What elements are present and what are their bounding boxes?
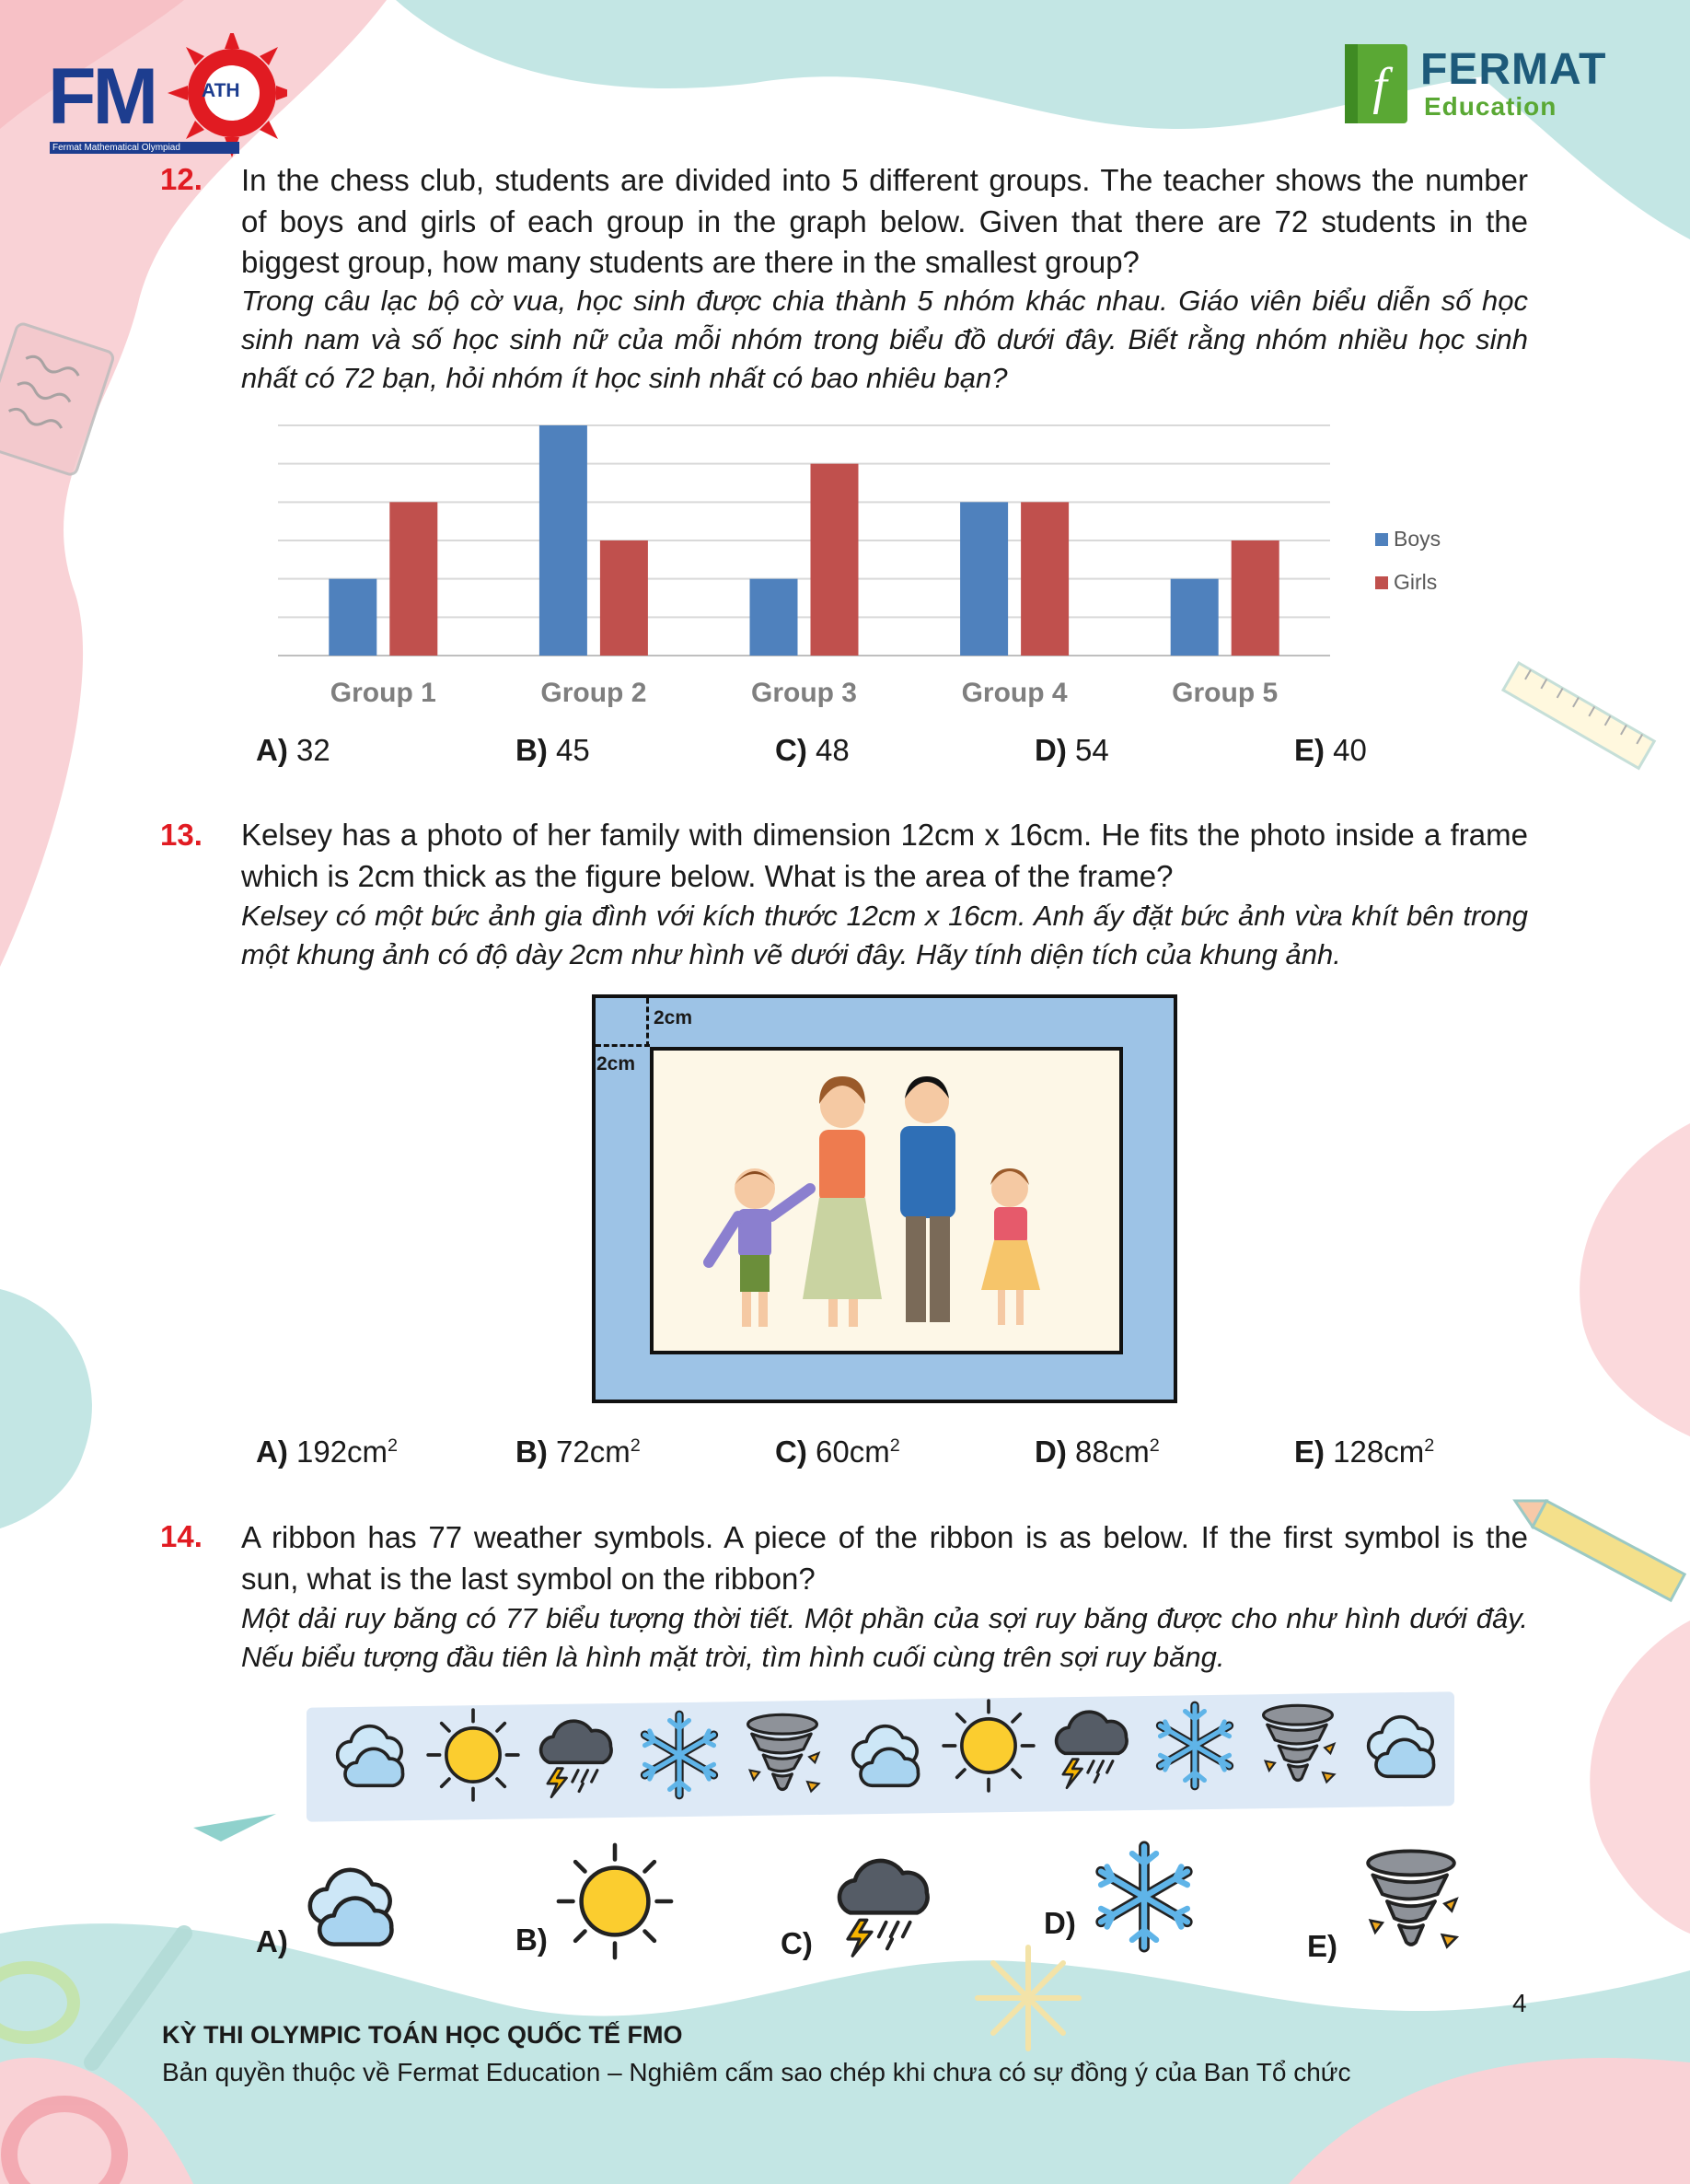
fermat-book-icon — [1339, 39, 1413, 131]
footer-title: KỲ THI OLYMPIC TOÁN HỌC QUỐC TẾ FMO — [162, 2021, 683, 2049]
mother-figure — [803, 1076, 882, 1327]
q14-number: 14. — [160, 1519, 203, 1553]
fmo-logo-math: ATH — [202, 80, 240, 101]
dim-label-top: 2cm — [654, 1007, 693, 1028]
q12-option-c[interactable] — [775, 733, 850, 768]
option-exponent: 2 — [1149, 1435, 1160, 1456]
q12-option-b[interactable] — [515, 733, 590, 768]
svg-text:f: f — [1372, 58, 1387, 115]
option-letter: B) — [515, 1923, 548, 1957]
q13-english: Kelsey has a photo of her family with dimension 12cm x 16cm. He fits the photo inside a frame which is 2cm thick as the figure below. What is the area of the frame? — [241, 818, 1528, 893]
bar-boys-2 — [539, 425, 587, 656]
chart-category-label: Group 1 — [330, 678, 436, 708]
fmo-logo — [48, 33, 287, 157]
option-value: 45 — [547, 733, 590, 767]
father-figure — [900, 1076, 955, 1322]
option-value: 54 — [1066, 733, 1109, 767]
tornado-icon — [735, 1707, 830, 1803]
q13-option-c[interactable] — [775, 1435, 900, 1470]
chart-category-label: Group 4 — [961, 678, 1068, 708]
option-exponent: 2 — [388, 1435, 399, 1456]
option-letter: B) — [515, 1435, 548, 1469]
option-letter: E) — [1307, 1929, 1337, 1963]
option-value: 60cm — [806, 1435, 890, 1469]
chart-category-label: Group 2 — [540, 678, 647, 708]
snowflake-icon — [1147, 1698, 1243, 1794]
option-exponent: 2 — [889, 1435, 900, 1456]
option-value: 72cm — [547, 1435, 631, 1469]
dim-label-left: 2cm — [596, 1053, 636, 1075]
ribbon-icons — [322, 1705, 1454, 1806]
fmo-logo-tagline: Fermat Mathematical Olympiad — [50, 142, 239, 154]
legend-label: Girls — [1394, 570, 1438, 594]
tornado-icon — [1351, 1841, 1471, 1961]
option-letter: D) — [1035, 733, 1067, 767]
option-exponent: 2 — [1424, 1435, 1435, 1456]
option-letter: A) — [256, 733, 288, 767]
option-letter: E) — [1294, 733, 1325, 767]
family-illustration — [654, 1051, 1119, 1351]
q14-english: A ribbon has 77 weather symbols. A piece of the ribbon is as below. If the first symbol is the sun, what is the last symbol on the ribbon? — [241, 1520, 1528, 1596]
q13-number: 13. — [160, 818, 203, 852]
storm-icon — [824, 1843, 943, 1963]
bar-girls-5 — [1232, 540, 1279, 656]
bar-girls-3 — [811, 464, 859, 656]
q14-vietnamese: Một dải ruy băng có 77 biểu tượng thời tiết. Một phần của sợi ruy băng được cho như hình dưới đây. Nếu biểu tượng đầu tiên là hình mặt trời, tìm hình cuối cùng trên sợi ruy băng. — [241, 1602, 1528, 1673]
footer-copyright: Bản quyền thuộc về Fermat Education – Nghiêm cấm sao chép khi chưa có sự đồng ý của Ban Tổ chức — [162, 2058, 1351, 2086]
photo-frame-figure — [592, 994, 1177, 1403]
option-letter: A) — [256, 1435, 288, 1469]
q12-option-d[interactable] — [1035, 733, 1109, 768]
q12-option-a[interactable] — [256, 733, 330, 768]
bar-girls-2 — [600, 540, 648, 656]
bar-girls-1 — [389, 502, 437, 656]
bar-boys-5 — [1171, 579, 1219, 656]
q13-option-b[interactable] — [515, 1435, 641, 1470]
bar-girls-4 — [1021, 502, 1069, 656]
option-value: 48 — [806, 733, 850, 767]
sun-icon — [555, 1841, 675, 1961]
option-letter: C) — [775, 733, 807, 767]
option-value: 32 — [287, 733, 330, 767]
option-letter: C) — [775, 1435, 807, 1469]
chart-category-label: Group 3 — [750, 678, 857, 708]
snowflake-icon — [1084, 1837, 1204, 1957]
fermat-sub: Education — [1424, 92, 1557, 121]
bar-boys-3 — [750, 579, 798, 656]
option-letter: B) — [515, 733, 548, 767]
option-letter: C) — [781, 1926, 813, 1960]
fermat-education-logo — [1339, 39, 1643, 131]
option-value: 192cm — [287, 1435, 388, 1469]
sun-icon — [941, 1698, 1036, 1794]
q13-option-a[interactable] — [256, 1435, 398, 1470]
option-exponent: 2 — [630, 1435, 641, 1456]
cloud-icon — [1353, 1698, 1449, 1794]
q12-bar-chart — [267, 414, 1464, 718]
option-letter: D) — [1044, 1906, 1076, 1940]
boy-figure — [709, 1168, 810, 1327]
photo-area — [650, 1047, 1123, 1354]
option-letter: A) — [256, 1924, 288, 1958]
option-value: 88cm — [1066, 1435, 1150, 1469]
q12-english: In the chess club, students are divided into 5 different groups. The teacher shows the number of boys and girls of each group in the graph below. Given that there are 72 students in the biggest group, how many students are there in the smallest group? — [241, 163, 1528, 279]
q12-number: 12. — [160, 162, 203, 196]
chart-legend-item — [1375, 570, 1437, 595]
sun-icon — [425, 1707, 521, 1803]
bar-boys-1 — [329, 579, 376, 656]
cloud-icon — [322, 1707, 418, 1803]
option-value: 128cm — [1325, 1435, 1425, 1469]
option-letter: D) — [1035, 1435, 1067, 1469]
bar-boys-4 — [960, 502, 1008, 656]
option-value: 40 — [1325, 733, 1367, 767]
dim-line-vertical — [646, 998, 649, 1047]
snowflake-icon — [631, 1707, 727, 1803]
girl-figure — [981, 1168, 1040, 1325]
cloud-icon — [838, 1707, 933, 1803]
cloud-icon — [291, 1846, 411, 1966]
page-number: 4 — [1512, 1989, 1527, 2017]
legend-swatch — [1375, 576, 1388, 589]
option-letter: E) — [1294, 1435, 1325, 1469]
q13-option-e[interactable] — [1294, 1435, 1434, 1470]
storm-icon — [1044, 1698, 1140, 1794]
legend-swatch — [1375, 533, 1388, 546]
storm-icon — [528, 1707, 624, 1803]
chart-category-label: Group 5 — [1172, 678, 1279, 708]
q13-option-d[interactable] — [1035, 1435, 1160, 1470]
fermat-name: FERMAT — [1420, 45, 1607, 94]
tornado-icon — [1250, 1698, 1346, 1794]
chart-legend-item — [1375, 527, 1441, 552]
q12-option-e[interactable] — [1294, 733, 1367, 768]
q13-vietnamese: Kelsey có một bức ảnh gia đình với kích thước 12cm x 16cm. Anh ấy đặt bức ảnh vừa khít bên trong một khung ảnh có độ dày 2cm như hình vẽ dưới đây. Hãy tính diện tích của khung ảnh. — [241, 900, 1528, 970]
fmo-logo-letters: FM — [48, 52, 156, 141]
q12-vietnamese: Trong câu lạc bộ cờ vua, học sinh được chia thành 5 nhóm khác nhau. Giáo viên biểu diễn số học sinh nam và số học sinh nữ của mỗi nhóm trong biểu đồ dưới đây. Biết rằng nhóm nhiều học sinh nhất có 72 bạn, hỏi nhóm ít học sinh nhất có bao nhiêu bạn? — [241, 285, 1528, 394]
dim-line-horizontal — [596, 1044, 650, 1047]
legend-label: Boys — [1394, 527, 1441, 551]
